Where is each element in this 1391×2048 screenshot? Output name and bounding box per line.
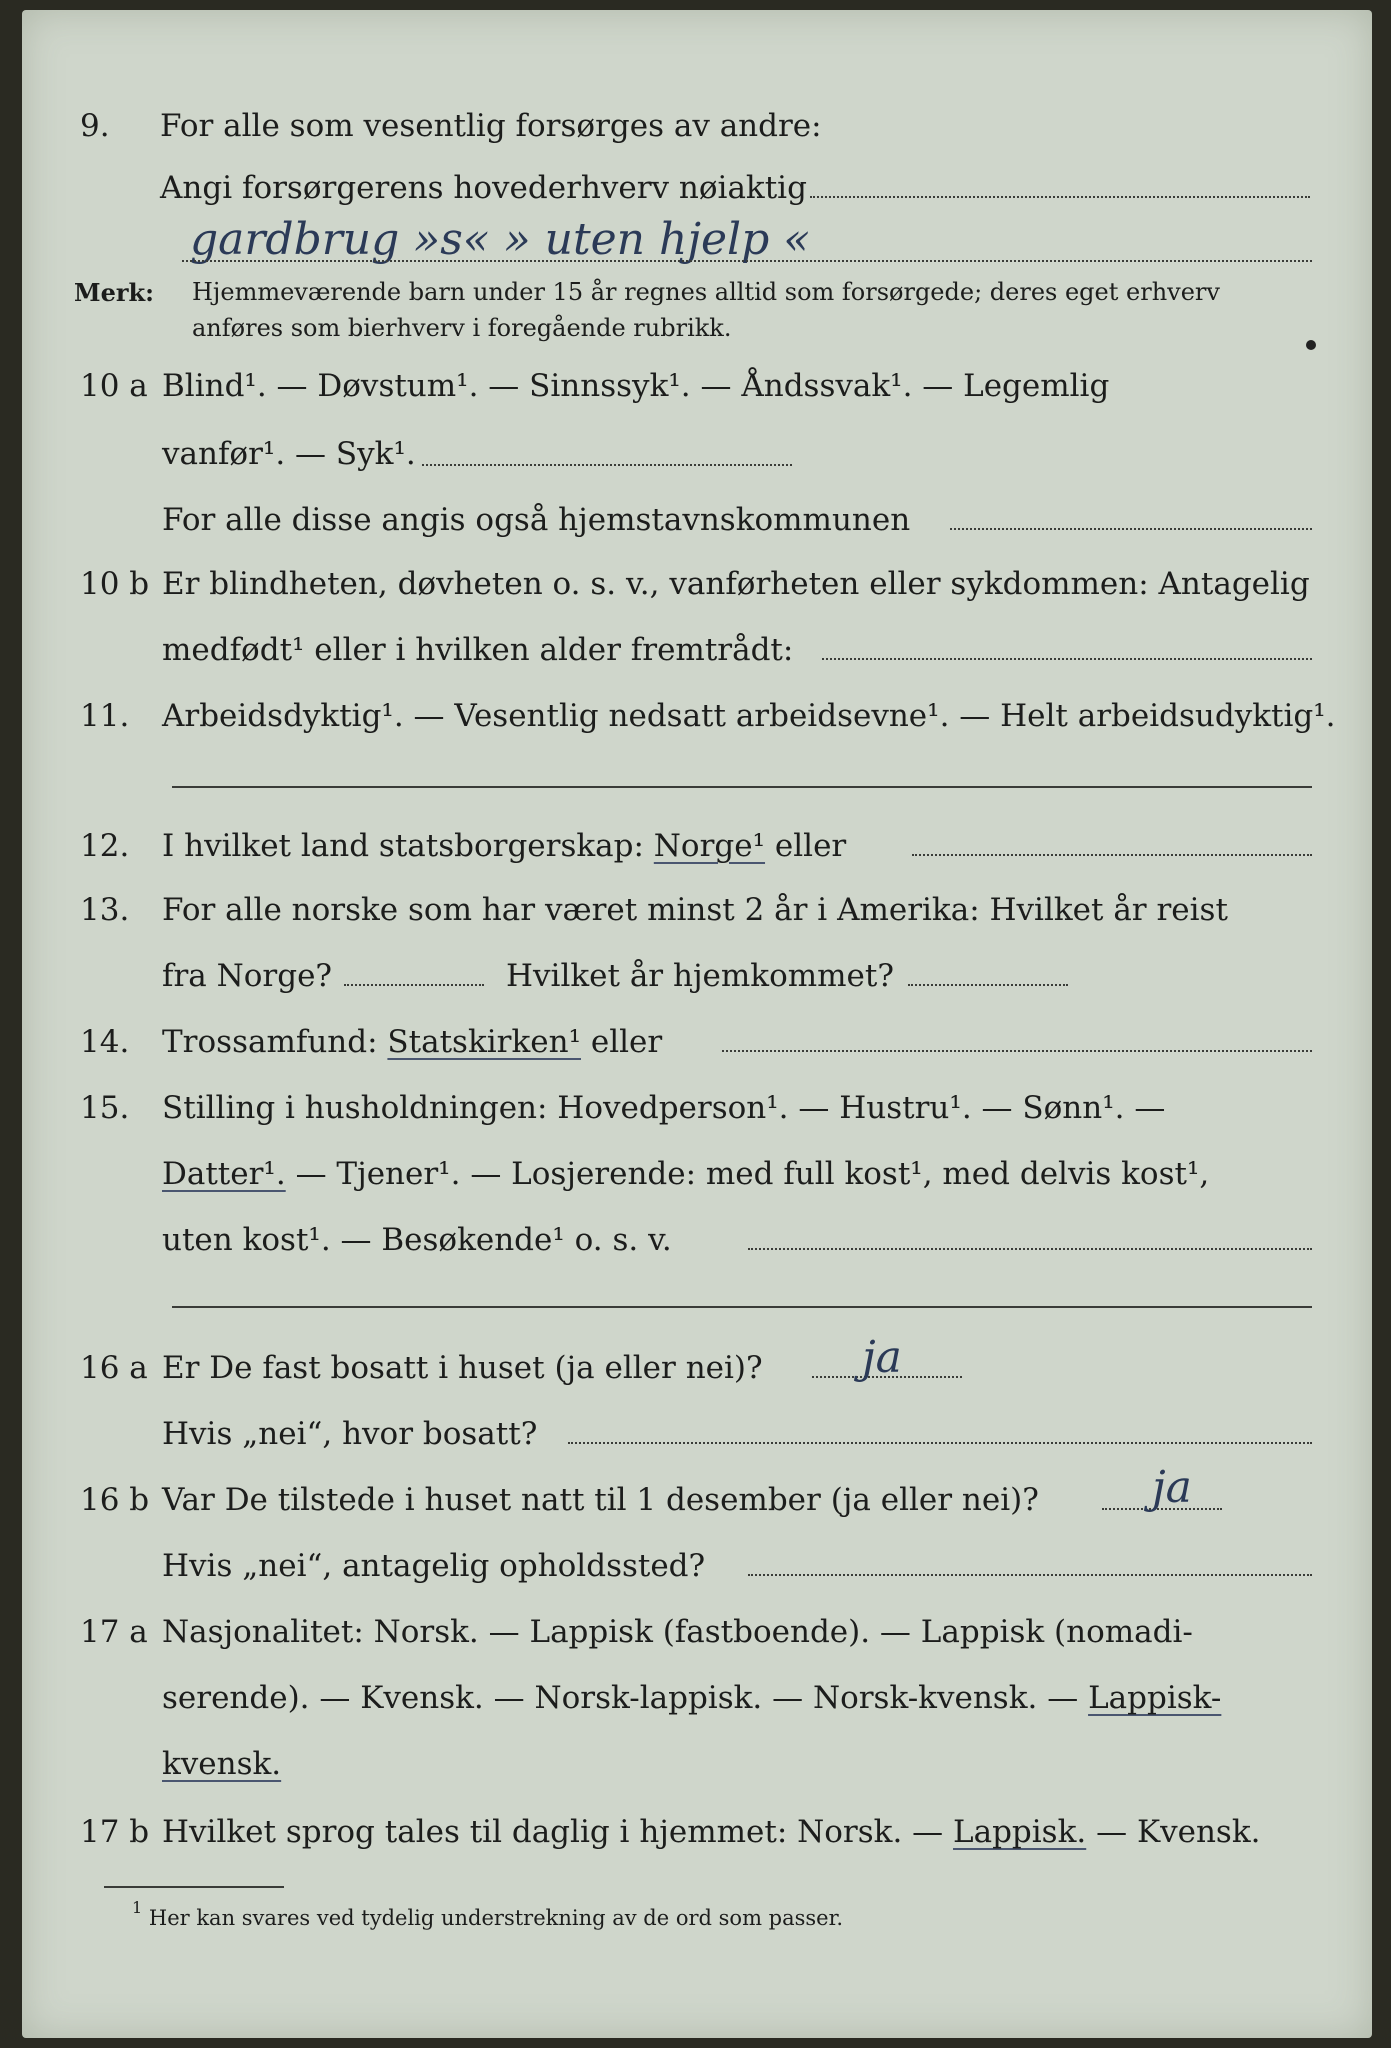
- q17a-line2: [162, 1680, 1221, 1716]
- q13-line1: For alle norske som har været minst 2 år i Amerika: Hvilket år reist: [162, 892, 1228, 928]
- q14-text: [162, 1024, 662, 1060]
- q10a-hjemstavn-line: [950, 528, 1312, 530]
- q15-separator: [172, 1306, 1312, 1308]
- q9-line1: For alle som vesentlig forsørges av andre:: [160, 108, 822, 144]
- q17a-line1: Nasjonalitet: Norsk. — Lappisk (fastboende). — Lappisk (nomadi-: [162, 1614, 1193, 1650]
- q16b-number: 16 b: [80, 1482, 150, 1518]
- ink-dot: [1306, 340, 1316, 350]
- q12-question: I hvilket land statsborgerskap:: [162, 828, 644, 864]
- q15-line2: [162, 1156, 1209, 1192]
- footnote-rule: [104, 1886, 284, 1888]
- q16a-line1: Er De fast bosatt i huset (ja eller nei)?: [162, 1350, 763, 1386]
- q17a-kvensk-underlined: kvensk.: [162, 1746, 282, 1782]
- q13-reist-line: [344, 984, 484, 986]
- q17b-number: 17 b: [80, 1814, 150, 1850]
- q15-line2-rest: — Tjener¹. — Losjerende: med full kost¹, med delvis kost¹,: [295, 1156, 1210, 1192]
- q12-fill-line: [912, 854, 1312, 856]
- q10a-line1: Blind¹. — Døvstum¹. — Sinnssyk¹. — Åndssvak¹. — Legemlig: [162, 368, 1110, 404]
- q17a-line2-text: serende). — Kvensk. — Norsk-lappisk. — Norsk-kvensk. —: [162, 1680, 1079, 1716]
- q16a-line2: Hvis „nei“, hvor bosatt?: [162, 1416, 538, 1452]
- merk-line1: Hjemmeværende barn under 15 år regnes alltid som forsørgede; deres eget erhverv: [192, 278, 1220, 306]
- q16a-number: 16 a: [80, 1350, 148, 1386]
- q10b-fill-line: [822, 658, 1312, 660]
- q13-number: 13.: [80, 892, 130, 928]
- q9-line2: Angi forsørgerens hovederhverv nøiaktig: [160, 170, 807, 206]
- q10b-line2: medfødt¹ eller i hvilken alder fremtrådt:: [162, 632, 794, 668]
- q17a-lappisk-underlined: Lappisk-: [1088, 1680, 1222, 1716]
- q10a-line2: vanfør¹. — Syk¹.: [162, 436, 416, 472]
- q12-norge-underlined: Norge¹: [653, 828, 766, 864]
- q15-number: 15.: [80, 1090, 130, 1126]
- merk-line2: anføres som bierhverv i foregående rubrikk.: [192, 314, 732, 342]
- q17b-kvensk: — Kvensk.: [1096, 1814, 1261, 1850]
- q12-text: [162, 828, 846, 864]
- q9-fill-line: [810, 196, 1310, 198]
- q9-answer-line: [182, 260, 1312, 262]
- q16b-line1: Var De tilstede i huset natt til 1 desember (ja eller nei)?: [162, 1482, 1039, 1518]
- q14-number: 14.: [80, 1024, 130, 1060]
- q12-eller: eller: [774, 828, 847, 864]
- footnote-text: Her kan svares ved tydelig understrekning av de ord som passer.: [148, 1906, 844, 1930]
- q12-number: 12.: [80, 828, 130, 864]
- q11-separator: [172, 786, 1312, 788]
- q15-fill-line: [748, 1248, 1312, 1250]
- q17b-question: Hvilket sprog tales til daglig i hjemmet: Norsk. —: [162, 1814, 944, 1850]
- q10a-line3: For alle disse angis også hjemstavnskommunen: [162, 502, 911, 538]
- q16a-handwritten-answer: ja: [862, 1332, 902, 1383]
- q10b-number: 10 b: [80, 566, 150, 602]
- footnote-mark: 1: [132, 1898, 143, 1917]
- q9-handwritten-answer: gardbrug »s« » uten hjelp «: [190, 214, 811, 265]
- q17a-line3: [162, 1746, 281, 1782]
- q16b-handwritten-answer: ja: [1152, 1462, 1192, 1513]
- q14-fill-line: [722, 1050, 1312, 1052]
- q16b-opholdssted-line: [748, 1574, 1312, 1576]
- q15-datter-underlined: Datter¹.: [162, 1156, 286, 1192]
- q16a-bosatt-line: [568, 1442, 1312, 1444]
- q16b-line2: Hvis „nei“, antagelig opholdssted?: [162, 1548, 706, 1584]
- merk-label: Merk:: [74, 278, 154, 307]
- footnote: [132, 1898, 843, 1930]
- q17b-lappisk-underlined: Lappisk.: [953, 1814, 1087, 1850]
- q11-line1: Arbeidsdyktig¹. — Vesentlig nedsatt arbeidsevne¹. — Helt arbeidsudyktig¹.: [162, 698, 1336, 734]
- q10a-fill-line: [422, 464, 792, 466]
- q9-number: 9.: [80, 108, 110, 144]
- q14-statskirken-underlined: Statskirken¹: [387, 1024, 581, 1060]
- q10b-line1: Er blindheten, døvheten o. s. v., vanførheten eller sykdommen: Antagelig: [162, 566, 1310, 602]
- q13-line2b: Hvilket år hjemkommet?: [506, 958, 894, 994]
- q15-line3: uten kost¹. — Besøkende¹ o. s. v.: [162, 1222, 672, 1258]
- census-form-page: [22, 10, 1372, 2038]
- q15-line1: Stilling i husholdningen: Hovedperson¹. — Hustru¹. — Sønn¹. —: [162, 1090, 1166, 1126]
- q13-hjemkommet-line: [908, 984, 1068, 986]
- q17a-number: 17 a: [80, 1614, 148, 1650]
- q11-number: 11.: [80, 698, 130, 734]
- q17b-text: [162, 1814, 1260, 1850]
- q14-question: Trossamfund:: [162, 1024, 378, 1060]
- q10a-number: 10 a: [80, 368, 148, 404]
- q14-eller: eller: [590, 1024, 663, 1060]
- q13-line2a: fra Norge?: [162, 958, 333, 994]
